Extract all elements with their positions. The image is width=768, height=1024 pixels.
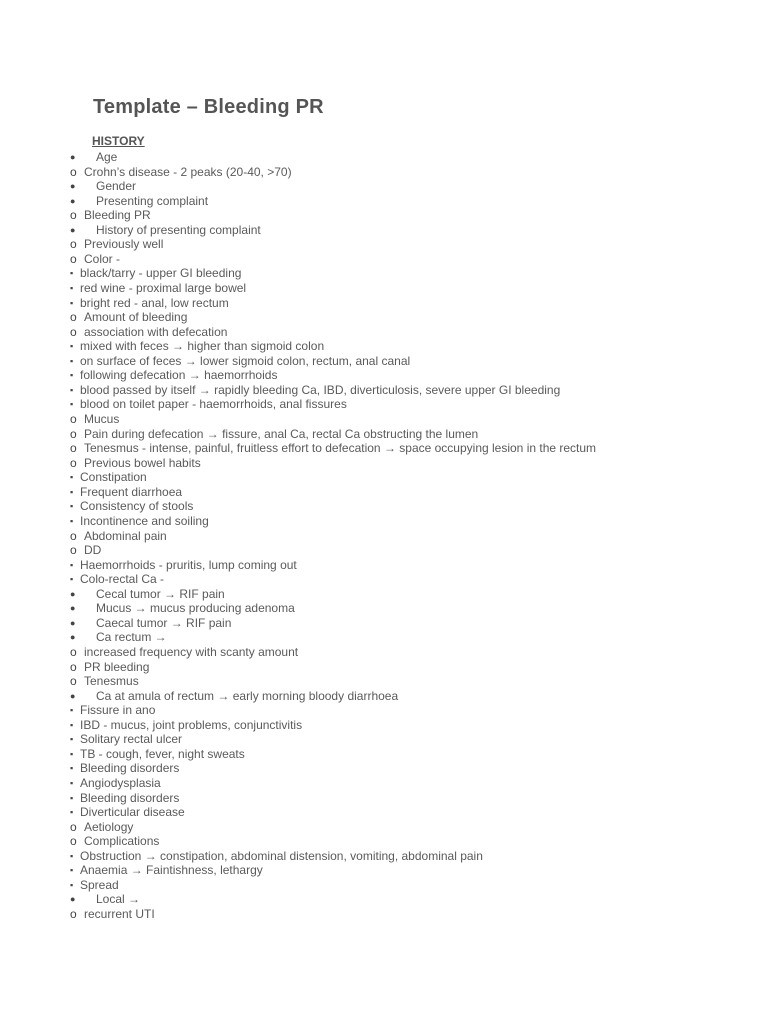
list-item-text: Colo-rectal Ca -	[80, 572, 165, 586]
square-bullet-icon: ▪	[70, 763, 74, 773]
square-bullet-icon: ▪	[70, 705, 74, 715]
list-item-text: Cecal tumor → RIF pain	[96, 587, 225, 601]
circle-bullet-icon: o	[70, 441, 77, 455]
list-item-text: Constipation	[80, 470, 147, 484]
dot-bullet-icon: ●	[70, 152, 76, 162]
square-bullet-icon: ▪	[70, 807, 74, 817]
dot-bullet-icon: ●	[70, 894, 76, 904]
list-item-text: Incontinence and soiling	[80, 514, 209, 528]
square-bullet-icon: ▪	[70, 501, 74, 511]
circle-bullet-icon: o	[70, 820, 77, 834]
list-item-text: Tenesmus	[84, 674, 139, 688]
list-item-text: Age	[96, 150, 118, 164]
list-item-text: recurrent UTI	[84, 907, 155, 921]
page-title: Template – Bleeding PR	[93, 96, 324, 118]
list-item-text: Crohn’s disease - 2 peaks (20-40, >70)	[84, 165, 292, 179]
square-bullet-icon: ▪	[70, 472, 74, 482]
circle-bullet-icon: o	[70, 252, 77, 266]
list-item-text: Aetiology	[84, 820, 134, 834]
list-item-text: Anaemia → Faintishness, lethargy	[80, 863, 263, 877]
list-item-text: IBD - mucus, joint problems, conjunctivitis	[80, 718, 303, 732]
list-item-text: Caecal tumor → RIF pain	[96, 616, 232, 630]
list-item-text: Mucus	[84, 412, 120, 426]
list-item-text: on surface of feces → lower sigmoid colon, rectum, anal canal	[80, 354, 411, 368]
square-bullet-icon: ▪	[70, 516, 74, 526]
list-item-text: Solitary rectal ulcer	[80, 732, 183, 746]
dot-bullet-icon: ●	[70, 603, 76, 613]
circle-bullet-icon: o	[70, 529, 77, 543]
section-heading-history: HISTORY	[92, 134, 145, 148]
list-item-text: black/tarry - upper GI bleeding	[80, 266, 242, 280]
square-bullet-icon: ▪	[70, 560, 74, 570]
square-bullet-icon: ▪	[70, 734, 74, 744]
list-item-text: Gender	[96, 179, 137, 193]
square-bullet-icon: ▪	[70, 778, 74, 788]
dot-bullet-icon: ●	[70, 632, 76, 642]
circle-bullet-icon: o	[70, 543, 77, 557]
circle-bullet-icon: o	[70, 165, 77, 179]
square-bullet-icon: ▪	[70, 851, 74, 861]
square-bullet-icon: ▪	[70, 370, 74, 380]
list-item-text: increased frequency with scanty amount	[84, 645, 299, 659]
list-item-text: blood passed by itself → rapidly bleeding Ca, IBD, diverticulosis, severe upper GI bleeding	[80, 383, 561, 397]
dot-bullet-icon: ●	[70, 589, 76, 599]
circle-bullet-icon: o	[70, 325, 77, 339]
dot-bullet-icon: ●	[70, 196, 76, 206]
list-item-text: Abdominal pain	[84, 529, 167, 543]
dot-bullet-icon: ●	[70, 618, 76, 628]
circle-bullet-icon: o	[70, 427, 77, 441]
list-item-text: TB - cough, fever, night sweats	[80, 747, 245, 761]
square-bullet-icon: ▪	[70, 487, 74, 497]
list-item-text: Bleeding PR	[84, 208, 151, 222]
list-item-text: Presenting complaint	[96, 194, 209, 208]
list-item-text: association with defecation	[84, 325, 228, 339]
list-item-text: Previous bowel habits	[84, 456, 201, 470]
list-item-text: Haemorrhoids - pruritis, lump coming out	[80, 558, 297, 572]
square-bullet-icon: ▪	[70, 341, 74, 351]
square-bullet-icon: ▪	[70, 793, 74, 803]
list-item-text: Color -	[84, 252, 121, 266]
list-item-text: following defecation → haemorrhoids	[80, 368, 278, 382]
list-item-text: PR bleeding	[84, 660, 150, 674]
list-item-text: DD	[84, 543, 102, 557]
square-bullet-icon: ▪	[70, 298, 74, 308]
square-bullet-icon: ▪	[70, 399, 74, 409]
dot-bullet-icon: ●	[70, 181, 76, 191]
square-bullet-icon: ▪	[70, 268, 74, 278]
circle-bullet-icon: o	[70, 660, 77, 674]
list-item-text: Angiodysplasia	[80, 776, 161, 790]
square-bullet-icon: ▪	[70, 385, 74, 395]
square-bullet-icon: ▪	[70, 880, 74, 890]
list-item-text: History of presenting complaint	[96, 223, 261, 237]
list-item-text: blood on toilet paper - haemorrhoids, anal fissures	[80, 397, 347, 411]
list-item-text: Tenesmus - intense, painful, fruitless effort to defecation → space occupying lesion in the rectum	[84, 441, 597, 455]
circle-bullet-icon: o	[70, 310, 77, 324]
circle-bullet-icon: o	[70, 237, 77, 251]
list-item-text: Diverticular disease	[80, 805, 185, 819]
list-item-text: Previously well	[84, 237, 164, 251]
list-item-text: bright red - anal, low rectum	[80, 296, 229, 310]
square-bullet-icon: ▪	[70, 574, 74, 584]
dot-bullet-icon: ●	[70, 691, 76, 701]
list-item-text: Mucus → mucus producing adenoma	[96, 601, 295, 615]
square-bullet-icon: ▪	[70, 720, 74, 730]
circle-bullet-icon: o	[70, 208, 77, 222]
dot-bullet-icon: ●	[70, 225, 76, 235]
list-item-text: Spread	[80, 878, 119, 892]
square-bullet-icon: ▪	[70, 865, 74, 875]
list-item-text: Ca at amula of rectum → early morning bloody diarrhoea	[96, 689, 399, 703]
list-item-text: Fissure in ano	[80, 703, 156, 717]
list-item-text: Ca rectum →	[96, 630, 167, 644]
circle-bullet-icon: o	[70, 645, 77, 659]
list-item-text: Local →	[96, 892, 141, 906]
square-bullet-icon: ▪	[70, 749, 74, 759]
list-item-text: Obstruction → constipation, abdominal distension, vomiting, abdominal pain	[80, 849, 483, 863]
circle-bullet-icon: o	[70, 674, 77, 688]
circle-bullet-icon: o	[70, 907, 77, 921]
list-item-text: red wine - proximal large bowel	[80, 281, 247, 295]
square-bullet-icon: ▪	[70, 356, 74, 366]
list-item-text: Pain during defecation → fissure, anal Ca, rectal Ca obstructing the lumen	[84, 427, 479, 441]
circle-bullet-icon: o	[70, 456, 77, 470]
list-item-text: Amount of bleeding	[84, 310, 188, 324]
circle-bullet-icon: o	[70, 412, 77, 426]
circle-bullet-icon: o	[70, 834, 77, 848]
list-item-text: Bleeding disorders	[80, 791, 180, 805]
square-bullet-icon: ▪	[70, 283, 74, 293]
list-item-text: Frequent diarrhoea	[80, 485, 183, 499]
list-item-text: Bleeding disorders	[80, 761, 180, 775]
list-item-text: mixed with feces → higher than sigmoid colon	[80, 339, 325, 353]
list-item-text: Complications	[84, 834, 160, 848]
list-item-text: Consistency of stools	[80, 499, 194, 513]
